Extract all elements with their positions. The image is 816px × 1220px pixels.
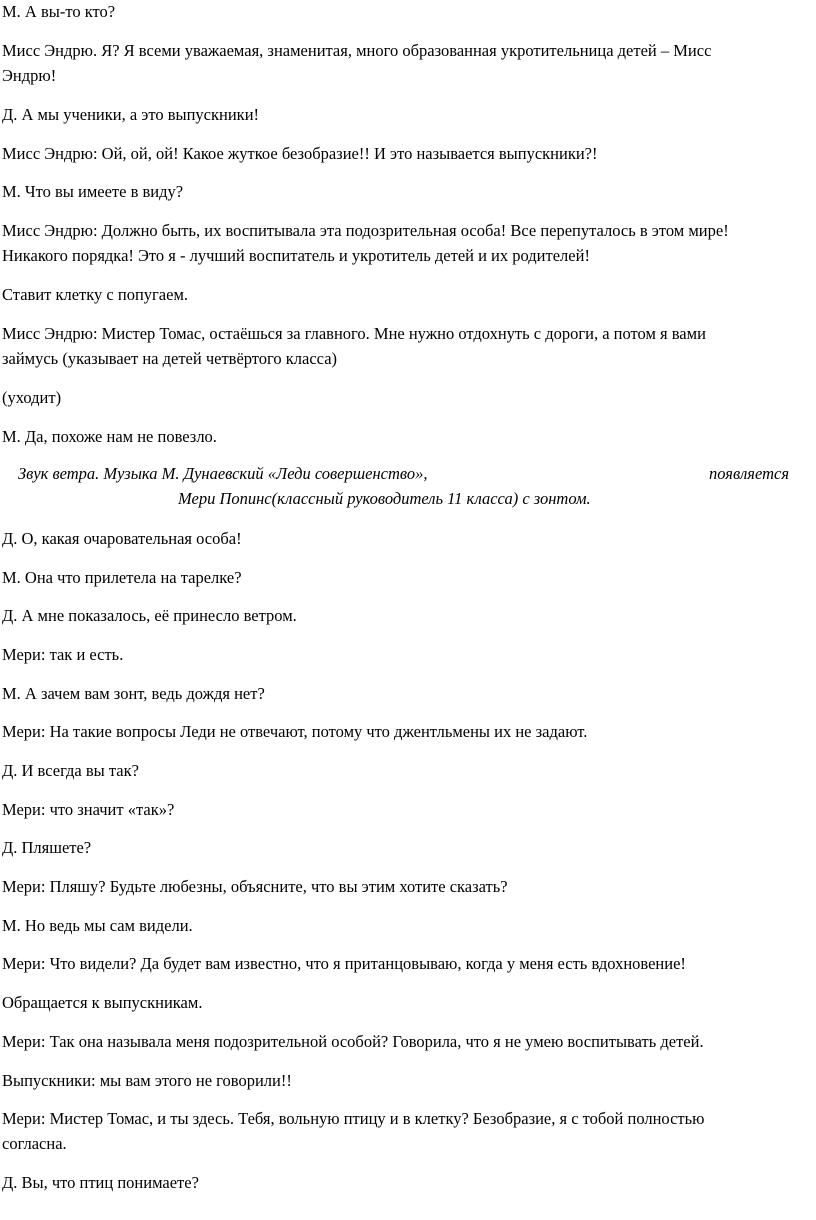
stage-note: Обращается к выпускникам.: [2, 993, 203, 1012]
dialogue-line: М. Что вы имеете в виду?: [2, 182, 184, 201]
dialogue-line: согласна.: [2, 1134, 67, 1153]
dialogue-line: М. Она что прилетела на тарелке?: [2, 568, 242, 587]
dialogue-line: Д. Пляшете?: [2, 838, 92, 857]
dialogue-line: Мери: На такие вопросы Леди не отвечают, потому что джентльмены их не задают.: [2, 722, 588, 741]
dialogue-line: Д. А мне показалось, её принесло ветром.: [2, 606, 297, 625]
dialogue-line: М. Но ведь мы сам видели.: [2, 916, 193, 935]
dialogue-line: Мисс Эндрю. Я? Я всеми уважаемая, знаменитая, много образованная укротительница детей – Мисс: [2, 41, 712, 60]
dialogue-line: Эндрю!: [2, 66, 57, 85]
dialogue-line: Д. О, какая очаровательная особа!: [2, 529, 242, 548]
stage-note: (уходит): [2, 388, 62, 407]
dialogue-line: займусь (указывает на детей четвёртого класса): [2, 349, 338, 368]
dialogue-line: Мисс Эндрю: Ой, ой, ой! Какое жуткое безобразие!! И это называется выпускники?!: [2, 144, 598, 163]
stage-direction-part2: появляется: [709, 464, 789, 483]
dialogue-line: М. А зачем вам зонт, ведь дождя нет?: [2, 684, 265, 703]
dialogue-line: Никакого порядка! Это я - лучший воспитатель и укротитель детей и их родителей!: [2, 246, 590, 265]
dialogue-line: Мери: Мистер Томас, и ты здесь. Тебя, вольную птицу и в клетку? Безобразие, я с тобой полностью: [2, 1109, 705, 1128]
dialogue-line: Мисс Эндрю: Должно быть, их воспитывала эта подозрительная особа! Все перепуталось в этом мире!: [2, 221, 729, 240]
dialogue-line: Мери: что значит «так»?: [2, 800, 175, 819]
dialogue-line: Д. А мы ученики, а это выпускники!: [2, 105, 260, 124]
dialogue-line: М. Да, похоже нам не повезло.: [2, 427, 217, 446]
dialogue-line: Д. Вы, что птиц понимаете?: [2, 1173, 199, 1192]
dialogue-line: Выпускники: мы вам этого не говорили!!: [2, 1071, 292, 1090]
dialogue-line: Мери: Так она называла меня подозрительной особой? Говорила, что я не умею воспитывать детей.: [2, 1032, 704, 1051]
stage-direction-part3: Мери Попинс(классный руководитель 11 класса) с зонтом.: [178, 489, 591, 508]
dialogue-line: М. А вы-то кто?: [2, 2, 116, 21]
dialogue-line: Мисс Эндрю: Мистер Томас, остаёшься за главного. Мне нужно отдохнуть с дороги, а потом я вами: [2, 324, 706, 343]
dialogue-line: Мери: Пляшу? Будьте любезны, объясните, что вы этим хотите сказать?: [2, 877, 508, 896]
dialogue-line: Мери: Что видели? Да будет вам известно, что я пританцовываю, когда у меня есть вдохновение!: [2, 954, 686, 973]
dialogue-line: Д. И всегда вы так?: [2, 761, 139, 780]
stage-direction-part1: Звук ветра. Музыка М. Дунаевский «Леди совершенство»,: [18, 464, 428, 483]
stage-note: Ставит клетку с попугаем.: [2, 285, 189, 304]
dialogue-line: Мери: так и есть.: [2, 645, 124, 664]
